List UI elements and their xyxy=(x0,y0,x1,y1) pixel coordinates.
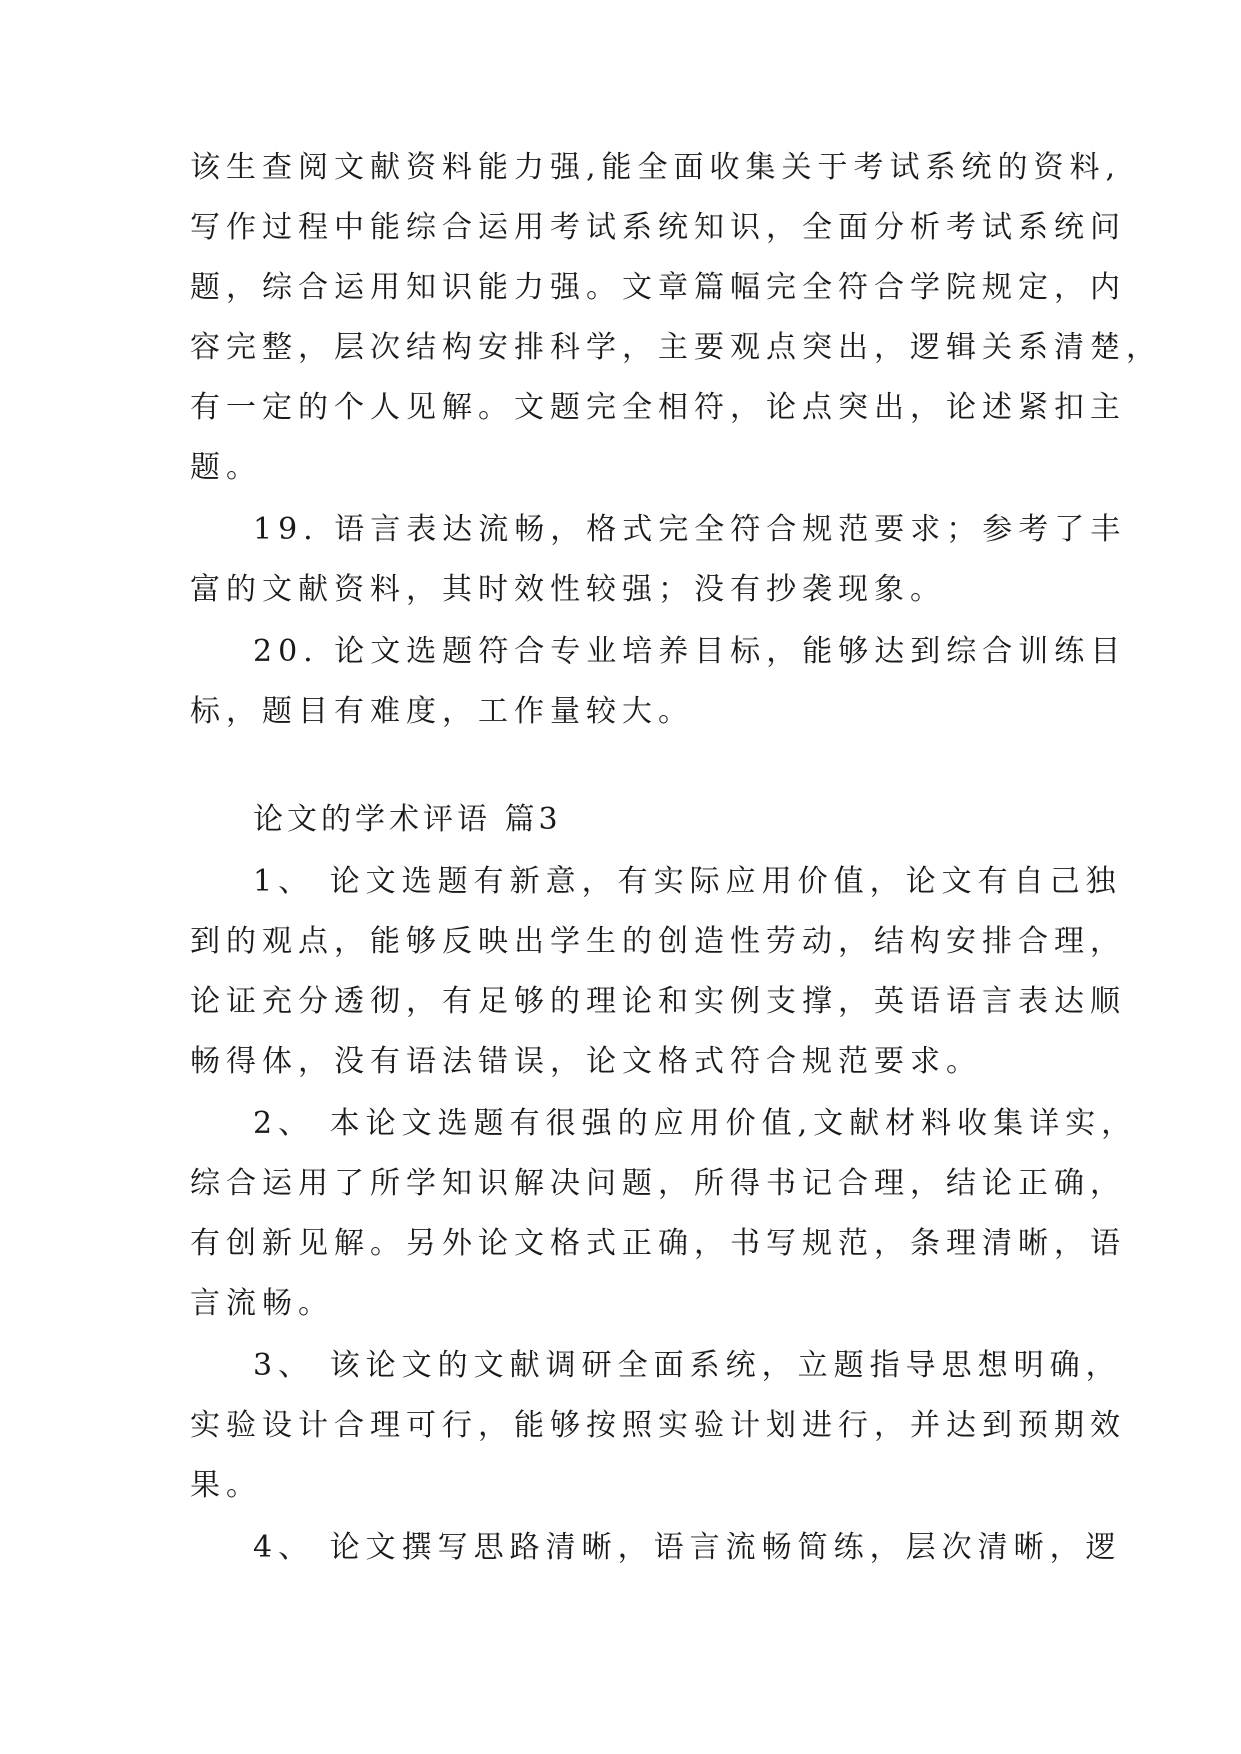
list-item-line: 2、 本论文选题有很强的应用价值,文献材料收集详实， xyxy=(253,1106,1138,1141)
list-item-line: 言流畅。 xyxy=(190,1286,334,1321)
paragraph-line: 该生查阅文献资料能力强,能全面收集关于考试系统的资料, xyxy=(190,150,1122,185)
list-item-line: 畅得体，没有语法错误，论文格式符合规范要求。 xyxy=(190,1044,982,1079)
paragraph-line: 富的文献资料，其时效性较强；没有抄袭现象。 xyxy=(190,572,946,607)
paragraph-line: 写作过程中能综合运用考试系统知识，全面分析考试系统问 xyxy=(190,210,1126,245)
paragraph-line: 题。 xyxy=(190,450,262,485)
list-item-line: 论证充分透彻，有足够的理论和实例支撑，英语语言表达顺 xyxy=(190,984,1126,1019)
paragraph-line: 20. 论文选题符合专业培养目标，能够达到综合训练目 xyxy=(253,634,1127,669)
list-item-line: 4、 论文撰写思路清晰，语言流畅简练，层次清晰，逻 xyxy=(253,1530,1122,1565)
paragraph-line: 容完整，层次结构安排科学，主要观点突出，逻辑关系清楚， xyxy=(190,330,1162,365)
paragraph-line: 19. 语言表达流畅，格式完全符合规范要求；参考了丰 xyxy=(253,512,1127,547)
list-item-line: 1、 论文选题有新意，有实际应用价值，论文有自己独 xyxy=(253,864,1122,899)
list-item-line: 实验设计合理可行，能够按照实验计划进行，并达到预期效 xyxy=(190,1408,1126,1443)
list-item-line: 综合运用了所学知识解决问题，所得书记合理，结论正确， xyxy=(190,1166,1126,1201)
list-item-line: 果。 xyxy=(190,1468,262,1503)
paragraph-line: 有一定的个人见解。文题完全相符，论点突出，论述紧扣主 xyxy=(190,390,1126,425)
paragraph-line: 标，题目有难度，工作量较大。 xyxy=(190,694,694,729)
paragraph-line: 题，综合运用知识能力强。文章篇幅完全符合学院规定，内 xyxy=(190,270,1126,305)
section-heading: 论文的学术评语 篇3 xyxy=(253,802,562,837)
list-item-line: 到的观点，能够反映出学生的创造性劳动，结构安排合理， xyxy=(190,924,1126,959)
list-item-line: 3、 该论文的文献调研全面系统，立题指导思想明确， xyxy=(253,1348,1122,1383)
list-item-line: 有创新见解。另外论文格式正确，书写规范，条理清晰，语 xyxy=(190,1226,1126,1261)
